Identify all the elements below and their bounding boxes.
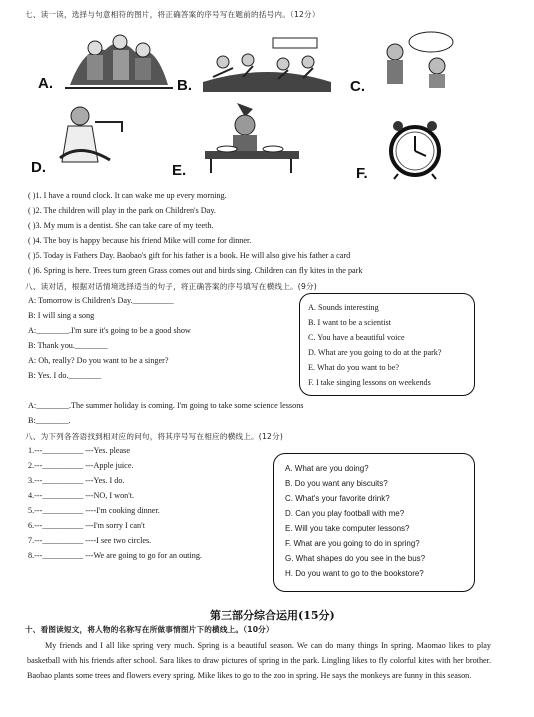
picture-d-dentist [50, 102, 130, 168]
reading-paragraph [27, 638, 491, 683]
s9-line-1: 1.---__________ ---Yes. please [28, 446, 130, 455]
s9-line-8: 8.---__________ ---We are going to go for an outing. [28, 551, 202, 560]
section8-title: 八、读对话，根据对话情境选择适当的句子，将正确答案的序号填写在横线上。(9分) [25, 282, 317, 291]
page-top-border [0, 0, 534, 2]
s7-item-2: ( )2. The children will play in the park on Children's Day. [28, 206, 216, 215]
s8-line-6: B: Yes. I do.________ [28, 371, 102, 380]
reading-paragraph-text: My friends and I all like spring very much. Spring is a beautiful season. We can do many things In spring. Maomao likes to play basketball with his friends after school. Sara likes to draw pictures of spring in the park. Lingling likes to fly colorful kites with her brother. Baobao plants some trees and flowers every spring. Mike likes to go to the zoo in spring. He says the monkeys are funny in this season. [27, 641, 491, 680]
picture-b-park [203, 32, 331, 92]
s8-tail-line-2: B:________. [28, 416, 71, 425]
s9-option-c: C. What's your favorite drink? [285, 494, 390, 503]
s8-option-e: E. What do you want to be? [308, 363, 400, 372]
s9-option-h: H. Do you want to go to the bookstore? [285, 569, 424, 578]
s7-item-3: ( )3. My mum is a dentist. She can take care of my teeth. [28, 221, 214, 230]
s9-line-7: 7.---__________ ----I see two circles. [28, 536, 152, 545]
s9-line-5: 5.---__________ ----I'm cooking dinner. [28, 506, 160, 515]
s9-option-a: A. What are you doing? [285, 464, 369, 473]
picture-letter-c: C. [350, 78, 365, 95]
s9-line-3: 3.---__________ ---Yes. I do. [28, 476, 125, 485]
s9-options-box [273, 453, 475, 592]
s9-option-b: B. Do you want any biscuits? [285, 479, 388, 488]
s8-option-b: B. I want to be a scientist [308, 318, 391, 327]
s9-option-g: G. What shapes do you see in the bus? [285, 554, 426, 563]
picture-letter-e: E. [172, 162, 187, 179]
part3-heading: 第三部分综合运用(15分) [210, 609, 335, 622]
s9-line-6: 6.---__________ ---I'm sorry I can't [28, 521, 145, 530]
picture-letter-f: F. [356, 165, 368, 182]
s8-tail-line-1: A:________.The summer holiday is coming. I'm going to take some science lessons [28, 401, 304, 410]
picture-letter-d: D. [31, 159, 46, 176]
s8-line-3: A:________.I'm sure it's going to be a good show [28, 326, 191, 335]
s7-item-6: ( )6. Spring is here. Trees turn green Grass comes out and birds sing. Children can fly kites in the park [28, 266, 363, 275]
s8-line-5: A: Oh, really? Do you want to be a singer? [28, 356, 169, 365]
picture-letter-a: A. [38, 75, 53, 92]
s7-item-4: ( )4. The boy is happy because his friend Mike will come for dinner. [28, 236, 252, 245]
picture-c-friends [375, 30, 463, 90]
s7-item-1: ( )1. I have a round clock. It can wake me up every morning. [28, 191, 227, 200]
section7-title: 七、读一读，选择与句意相符的图片，将正确答案的序号写在题前的括号内。（12分） [25, 10, 320, 19]
s9-option-e: E. Will you take computer lessons? [285, 524, 410, 533]
s8-option-a: A. Sounds interesting [308, 303, 379, 312]
s8-line-4: B: Thank you.________ [28, 341, 108, 350]
s8-options-box [299, 293, 475, 396]
s8-line-1: A: Tomorrow is Children's Day.__________ [28, 296, 174, 305]
s8-option-f: F. I take singing lessons on weekends [308, 378, 431, 387]
s9-option-d: D. Can you play football with me? [285, 509, 405, 518]
picture-a-family [65, 30, 173, 90]
picture-f-clock [384, 118, 446, 180]
s8-option-c: C. You have a beautiful voice [308, 333, 405, 342]
picture-e-dinner [197, 103, 305, 175]
section9-title: 八、为下列各答语找到相对应的问句，将其序号写在相应的横线上。(12分) [25, 432, 283, 441]
picture-letter-b: B. [177, 77, 192, 94]
s9-line-2: 2.---__________ ---Apple juice. [28, 461, 134, 470]
section10-title: 十、看图读短文，将人物的名称写在所做事情图片下的横线上。（10分） [25, 625, 274, 634]
s7-item-5: ( )5. Today is Fathers Day. Baobao's gift for his father is a book. He will also give his father a card [28, 251, 351, 260]
s9-option-f: F. What are you going to do in spring? [285, 539, 420, 548]
s9-line-4: 4.---__________ ---NO, I won't. [28, 491, 135, 500]
s8-line-2: B: I will sing a song [28, 311, 95, 320]
s8-option-d: D. What are you going to do at the park? [308, 348, 442, 357]
